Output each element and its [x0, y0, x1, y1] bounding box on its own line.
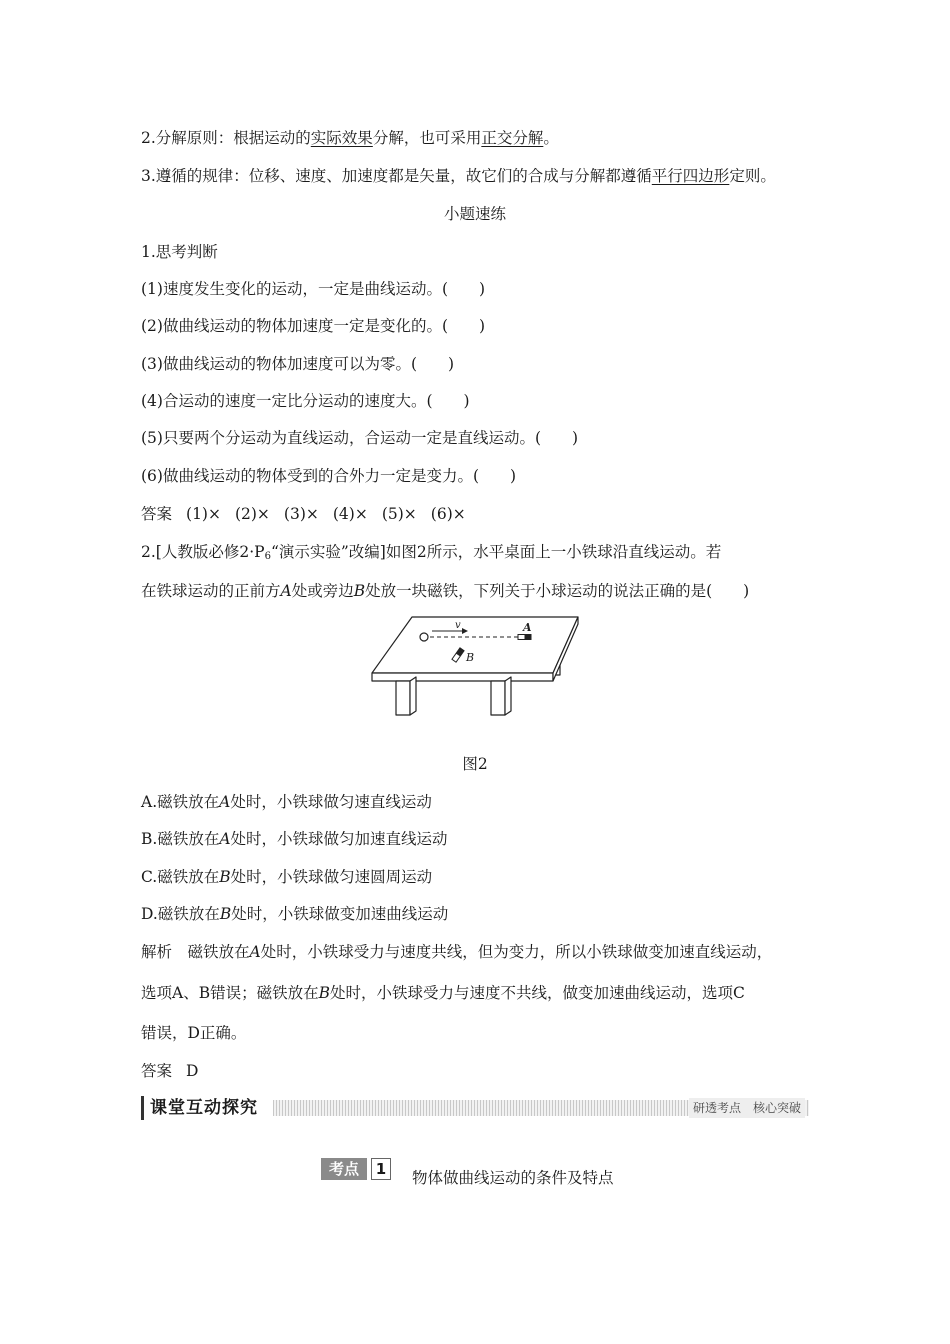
section-banner: [141, 1096, 809, 1120]
q1-answer-5: (5)×: [381, 505, 417, 523]
q2-stem-line-2: [141, 580, 749, 602]
option-b-pos: A: [219, 830, 231, 848]
analysis-line-1: [141, 941, 772, 963]
q2-stem-2c: 处放一块磁铁，下列关于小球运动的说法正确的是( ): [365, 582, 750, 600]
option-a-pos: A: [219, 793, 231, 811]
principle-underlined-2: 正交分解: [481, 129, 544, 147]
q1-answer-2: (2)×: [234, 505, 270, 523]
analysis-1-A: A: [249, 943, 261, 961]
option-d-pre: D.磁铁放在: [141, 905, 220, 923]
table-top-front-edge: [372, 673, 553, 681]
table-leg-front-left-side: [410, 677, 416, 715]
option-b-post: 处时，小铁球做匀加速直线运动: [230, 830, 448, 848]
q2-stem-1b: “演示实验”改编]如图2所示，水平桌面上一小铁球沿直线运动。若: [270, 543, 722, 561]
kaodian-title: 物体做曲线运动的条件及特点: [412, 1169, 614, 1187]
q2-answer-line: [141, 1060, 198, 1082]
q1-answer-4: (4)×: [332, 505, 368, 523]
q2-stem-B: B: [353, 582, 366, 600]
analysis-line-3: 错误，D正确。: [141, 1024, 247, 1042]
q1-answer-line: [141, 503, 466, 525]
figure-caption: 图2: [462, 755, 488, 773]
option-c-pre: C.磁铁放在: [141, 868, 220, 886]
section-title: 小题速练: [443, 205, 506, 223]
q1-item-5: (5)只要两个分运动为直线运动，合运动一定是直线运动。( ): [141, 429, 579, 447]
option-a-post: 处时，小铁球做匀速直线运动: [230, 793, 432, 811]
kaodian-number: 1: [371, 1158, 391, 1180]
option-d-post: 处时，小铁球做变加速曲线运动: [231, 905, 449, 923]
option-b-pre: B.磁铁放在: [141, 830, 220, 848]
principle-mid: 分解，也可采用: [372, 129, 482, 147]
q1-answer-1: (1)×: [186, 505, 221, 523]
q1-item-3: (3)做曲线运动的物体加速度可以为零。( ): [141, 355, 455, 373]
option-b: [141, 828, 448, 850]
q2-stem-line-1: [141, 541, 721, 568]
q1-title: 1.思考判断: [141, 243, 218, 261]
rule-line: [141, 165, 776, 187]
label-B: B: [466, 651, 475, 664]
principle-end: 。: [543, 129, 559, 147]
q2-answer: D: [186, 1062, 199, 1080]
rule-end: 定则。: [729, 167, 776, 185]
label-A: A: [523, 621, 532, 634]
table-top: [372, 617, 578, 673]
table-figure: [370, 615, 585, 720]
q1-answer-3: (3)×: [283, 505, 319, 523]
option-c: [141, 866, 432, 888]
principle-line: [141, 127, 559, 149]
label-v: v: [455, 620, 461, 631]
option-c-pos: B: [219, 868, 231, 886]
table-leg-front-right: [491, 681, 505, 715]
analysis-2b: 处时，小铁球受力与速度不共线，做变加速曲线运动，选项C: [329, 984, 745, 1002]
analysis-2a: 选项A、B错误；磁铁放在: [141, 984, 319, 1002]
rule-prefix: 3.遵循的规律：位移、速度、加速度都是矢量，故它们的合成与分解都遵循: [141, 167, 652, 185]
rule-underlined: 平行四边形: [651, 167, 730, 185]
kaodian-tag: 考点: [321, 1158, 367, 1180]
q1-answer-6: (6)×: [430, 505, 466, 523]
table-leg-front-left: [396, 681, 410, 715]
option-a-pre: A.磁铁放在: [141, 793, 220, 811]
q2-stem-2a: 在铁球运动的正前方: [141, 582, 281, 600]
q2-stem-1a: 2.[人教版必修2·P: [141, 543, 265, 561]
q1-item-1: (1)速度发生变化的运动，一定是曲线运动。( ): [141, 280, 486, 298]
q2-stem-A: A: [280, 582, 292, 600]
option-c-post: 处时，小铁球做匀速圆周运动: [230, 868, 433, 886]
analysis-2-B: B: [318, 984, 330, 1002]
principle-underlined-1: 实际效果: [310, 129, 373, 147]
option-d-pos: B: [219, 905, 232, 923]
q1-item-6: (6)做曲线运动的物体受到的合外力一定是变力。( ): [141, 467, 517, 485]
table-leg-front-right-side: [505, 677, 511, 715]
principle-prefix: 2.分解原则：根据运动的: [141, 129, 311, 147]
option-d: [141, 903, 448, 925]
analysis-1b: 处时，小铁球受力与速度共线，但为变力，所以小铁球做变加速直线运动，: [260, 943, 773, 961]
iron-ball: [420, 633, 428, 641]
analysis-line-2: [141, 982, 745, 1004]
option-a: [141, 791, 432, 813]
q1-item-4: (4)合运动的速度一定比分运动的速度大。( ): [141, 392, 470, 410]
q2-stem-sub: 6: [264, 551, 271, 562]
banner-subtitle: 研透考点 核心突破: [689, 1098, 805, 1118]
q1-item-2: (2)做曲线运动的物体加速度一定是变化的。( ): [141, 317, 486, 335]
banner-title: 课堂互动探究: [141, 1096, 262, 1120]
q2-answer-label: 答案: [141, 1062, 173, 1080]
q1-answer-label: 答案: [141, 505, 173, 523]
analysis-1a: 解析 磁铁放在: [141, 943, 250, 961]
q2-stem-2b: 处或旁边: [291, 582, 354, 600]
